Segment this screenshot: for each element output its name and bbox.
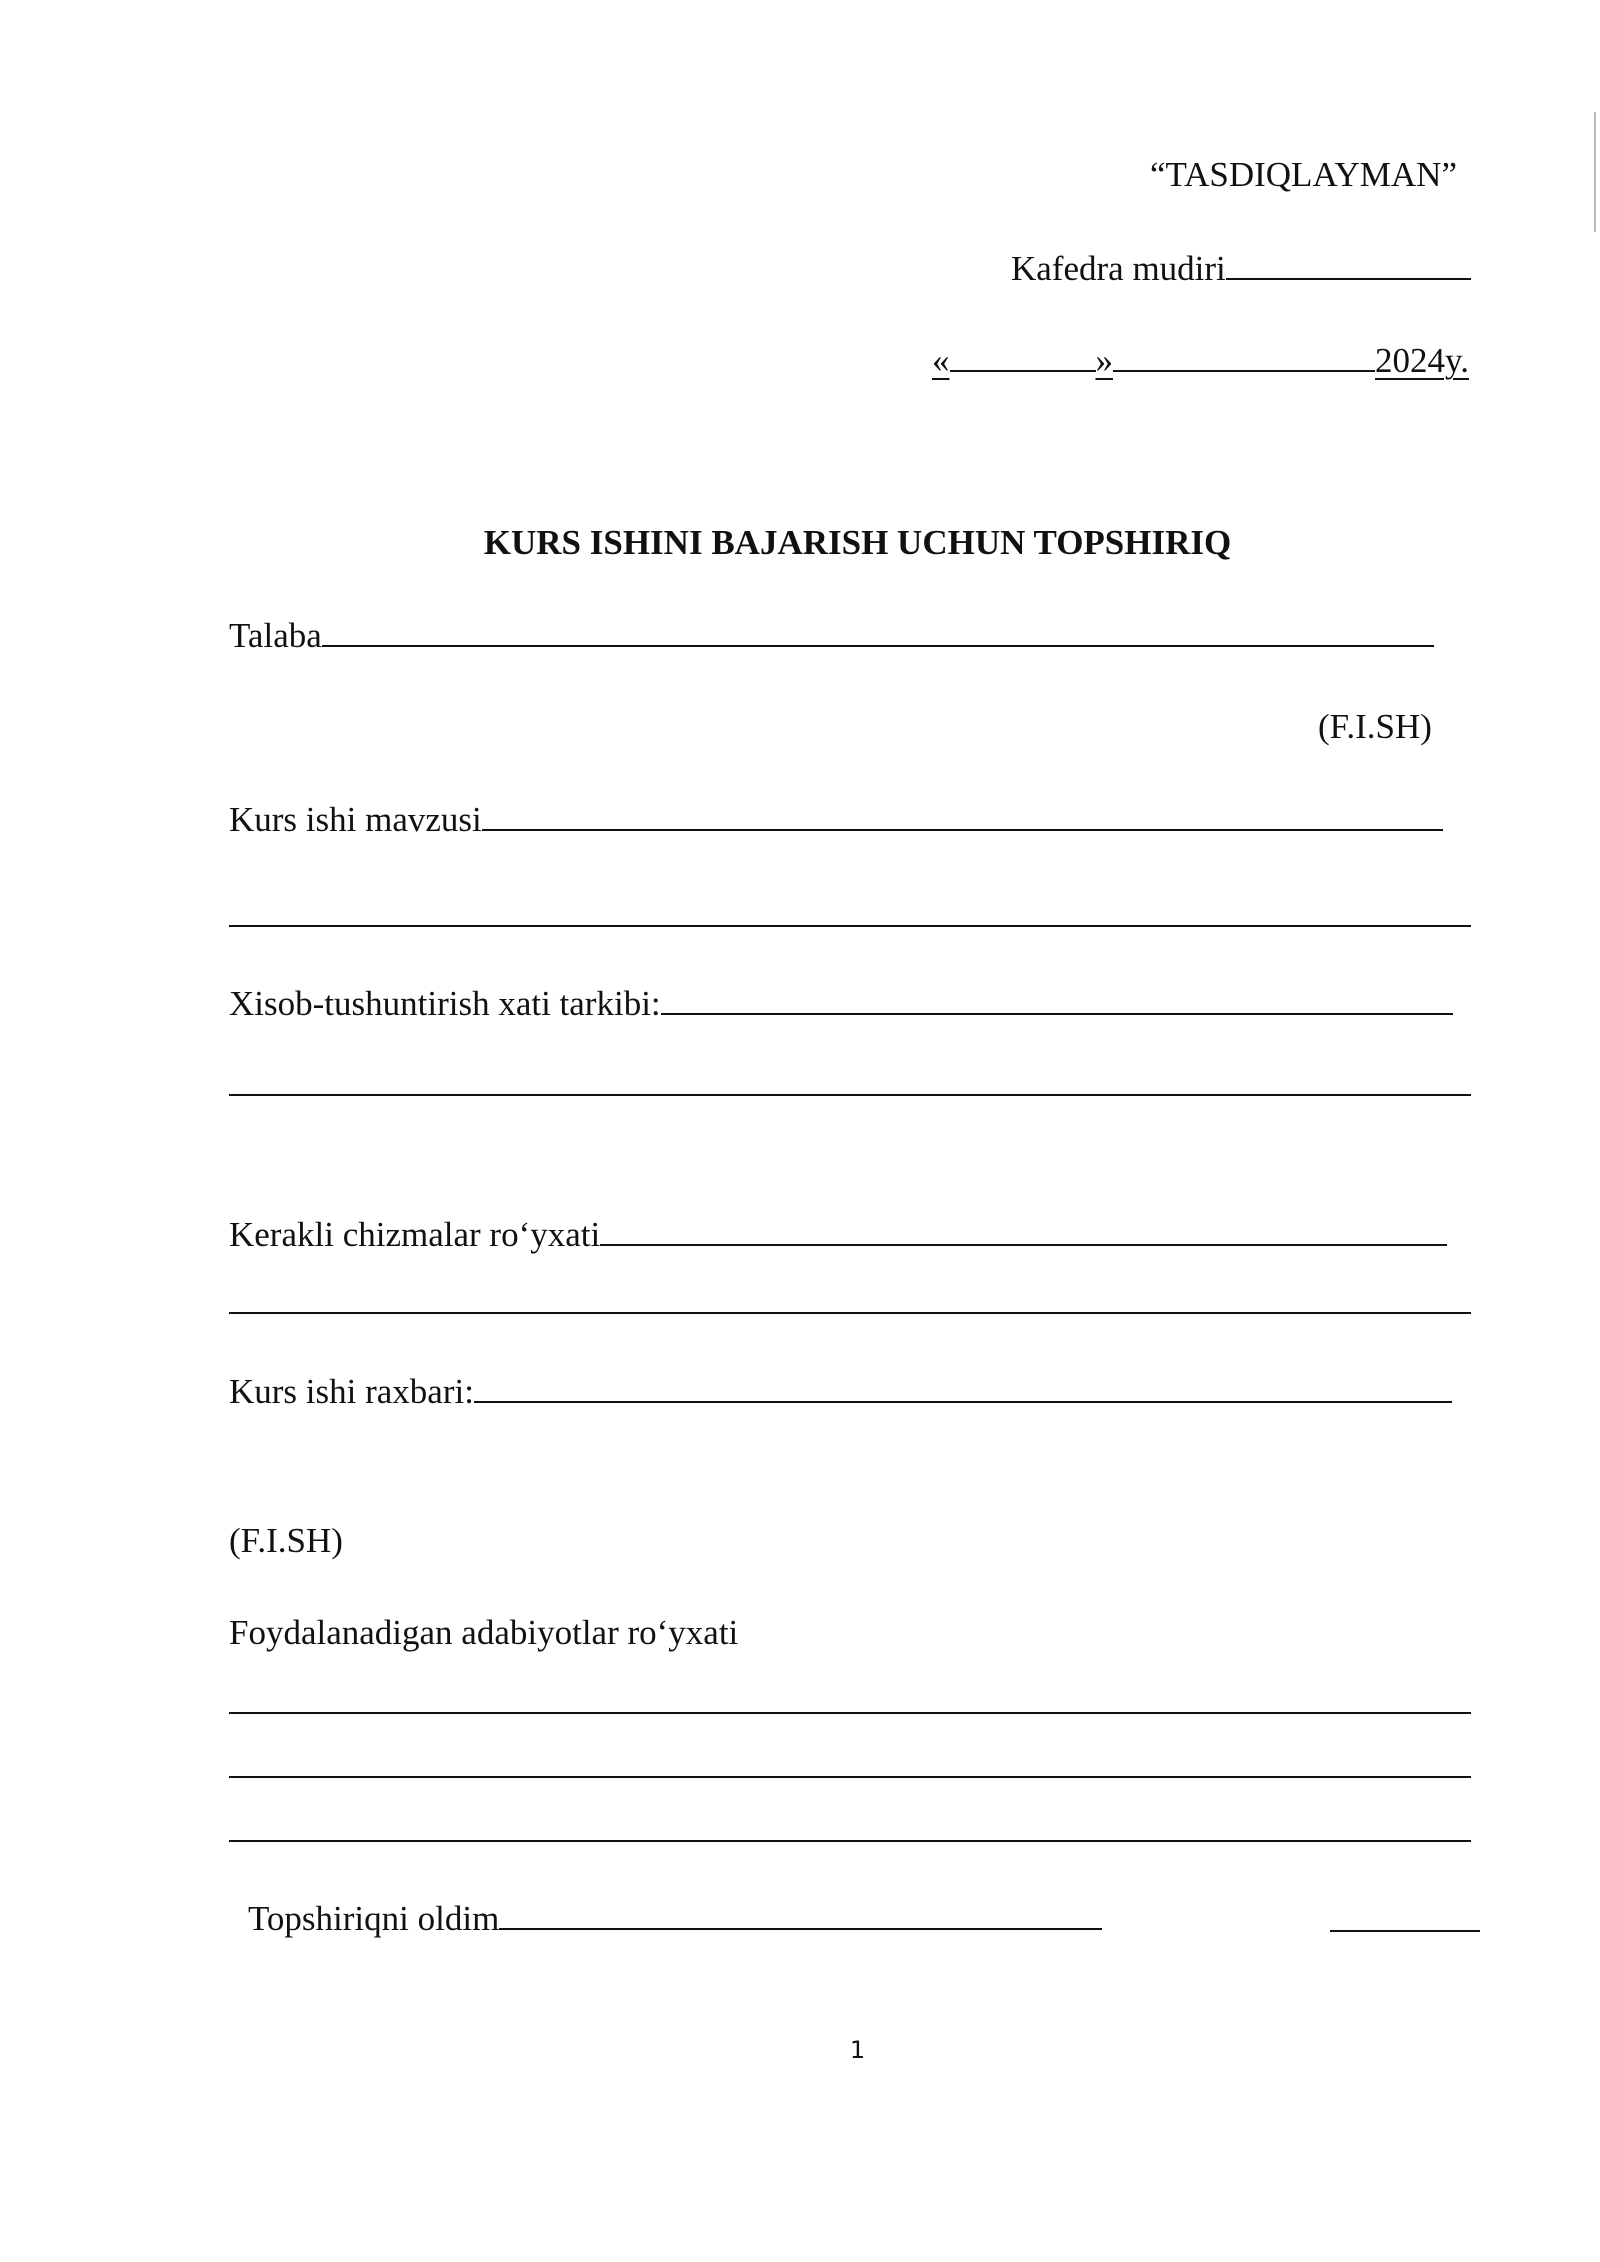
student-hint: (F.I.SH) <box>1318 707 1432 746</box>
literature-field-3[interactable] <box>229 1840 1471 1842</box>
student-name-field[interactable] <box>322 615 1434 647</box>
approval-heading <box>1150 155 1457 195</box>
supervisor-field[interactable] <box>474 1371 1452 1403</box>
supervisor-hint: (F.I.SH) <box>229 1521 343 1560</box>
head-signature-field[interactable] <box>1226 248 1471 280</box>
report-content-continuation-field[interactable] <box>229 1094 1471 1096</box>
drawings-line <box>229 1214 1447 1255</box>
received-label: Topshiriqni oldim <box>248 1899 500 1938</box>
report-content-line <box>229 983 1453 1024</box>
topic-line <box>229 799 1443 840</box>
report-content-label: Xisob-tushuntirish xati tarkibi: <box>229 984 661 1023</box>
topic-label: Kurs ishi mavzusi <box>229 800 482 839</box>
received-line <box>248 1898 1102 1939</box>
drawings-field[interactable] <box>600 1214 1447 1246</box>
literature-field-1[interactable] <box>229 1712 1471 1714</box>
drawings-label: Kerakli chizmalar ro‘yxati <box>229 1215 601 1254</box>
received-date-field[interactable] <box>1330 1930 1480 1932</box>
date-month-field[interactable] <box>1113 340 1375 372</box>
student-label: Talaba <box>229 616 322 655</box>
literature-field-2[interactable] <box>229 1776 1471 1778</box>
supervisor-label: Kurs ishi raxbari: <box>229 1372 474 1411</box>
approval-date-line <box>932 340 1487 381</box>
head-of-department-label: Kafedra mudiri <box>1011 249 1226 288</box>
page-edge-mark <box>1594 112 1596 232</box>
page-number: 1 <box>849 2036 866 2064</box>
document-title: KURS ISHINI BAJARISH UCHUN TOPSHIRIQ <box>483 523 1232 562</box>
report-content-field[interactable] <box>661 983 1453 1015</box>
drawings-continuation-field[interactable] <box>229 1312 1471 1314</box>
date-close-quote: » <box>1095 341 1113 380</box>
date-day-field[interactable] <box>950 340 1096 372</box>
date-year: 2024y. <box>1375 341 1469 380</box>
supervisor-line <box>229 1371 1452 1412</box>
student-line <box>229 615 1434 656</box>
head-of-department-line <box>1011 248 1471 289</box>
topic-field[interactable] <box>482 799 1443 831</box>
received-signature-field[interactable] <box>499 1898 1102 1930</box>
literature-label: Foydalanadigan adabiyotlar ro‘yxati <box>229 1613 739 1652</box>
date-open-quote: « <box>932 341 950 380</box>
topic-continuation-field[interactable] <box>229 925 1471 927</box>
approval-text: “TASDIQLAYMAN” <box>1150 155 1457 194</box>
